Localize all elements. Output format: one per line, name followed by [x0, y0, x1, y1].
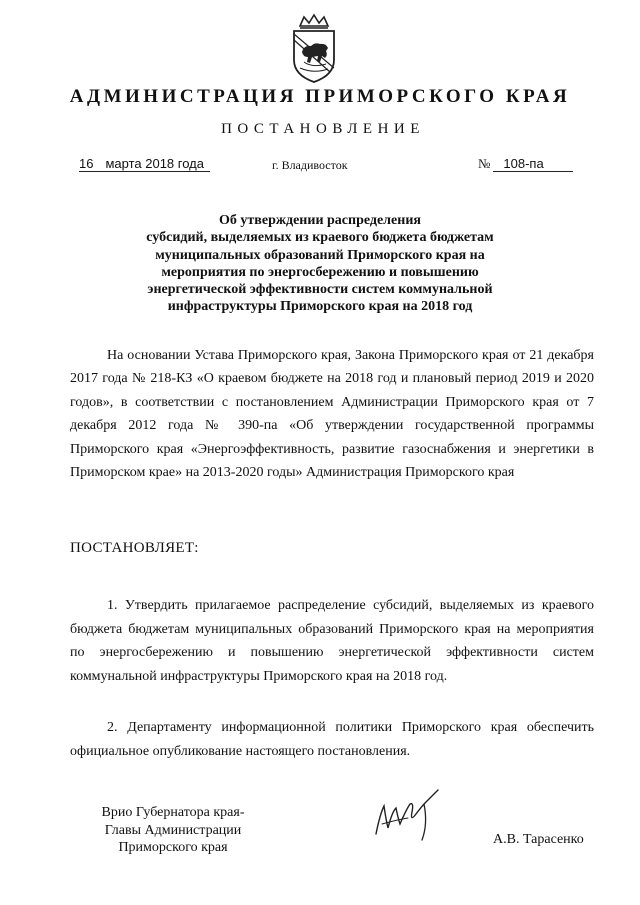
subject-line: муниципальных образований Приморского края на — [155, 247, 485, 263]
handwritten-signature-icon — [362, 784, 458, 844]
signer-position — [88, 804, 258, 857]
decree-number-value: 108-па — [493, 156, 573, 172]
subject-line: мероприятия по энергосбережению и повышению — [161, 264, 479, 280]
decree-subject — [110, 212, 530, 316]
decree-number-prefix: № — [478, 156, 491, 171]
decree-date-day: 16 — [79, 156, 94, 171]
signer-position-line: Врио Губернатора края- — [101, 805, 245, 820]
decree-date — [79, 156, 210, 172]
signer-position-line: Приморского края — [118, 840, 228, 855]
coat-of-arms-icon — [282, 12, 346, 86]
resolve-heading: ПОСТАНОВЛЯЕТ: — [70, 540, 199, 556]
decree-item-2 — [70, 716, 594, 763]
decree-item-1 — [70, 594, 594, 688]
basis-paragraph — [70, 344, 594, 484]
subject-line: энергетической эффективности систем коммунальной — [147, 282, 493, 298]
decree-date-month-year: марта 2018 года — [105, 156, 204, 171]
signer-position-line: Главы Администрации — [104, 822, 242, 838]
decree-title: ПОСТАНОВЛЕНИЕ — [221, 121, 425, 137]
administration-title: АДМИНИСТРАЦИЯ ПРИМОРСКОГО КРАЯ — [69, 86, 571, 107]
subject-line: Об утверждении распределения — [219, 213, 421, 228]
signer-name: А.В. Тарасенко — [493, 832, 584, 847]
basis-text: На основании Устава Приморского края, Закона Приморского края от 21 декабря 2017 года № 218-КЗ «О краевом бюджете на 2018 год и плановый период 2019 и 2020 годов», в соответствии с постановлением Администрации Приморского края от 7 декабря 2012 года № 390-па «Об утверждении государственной программы Приморского края «Энергоэффективность, развитие газоснабжения и энергетики в Приморском крае» на 2013-2020 годы» Администрация Приморского края — [70, 348, 594, 481]
decree-number — [478, 156, 573, 172]
decree-item-1-text: 1. Утвердить прилагаемое распределение субсидий, выделяемых из краевого бюджета бюджетам муниципальных образований Приморского края на мероприятия по энергосбережению и повышению энергетической эффективности систем коммунальной инфраструктуры Приморского края на 2018 год. — [70, 598, 594, 684]
subject-line: инфраструктуры Приморского края на 2018 год — [167, 299, 473, 315]
decree-item-2-text: 2. Департаменту информационной политики Приморского края обеспечить официальное опубликование настоящего постановления. — [70, 720, 594, 759]
subject-line: субсидий, выделяемых из краевого бюджета бюджетам — [146, 230, 494, 246]
decree-city: г. Владивосток — [272, 158, 348, 172]
